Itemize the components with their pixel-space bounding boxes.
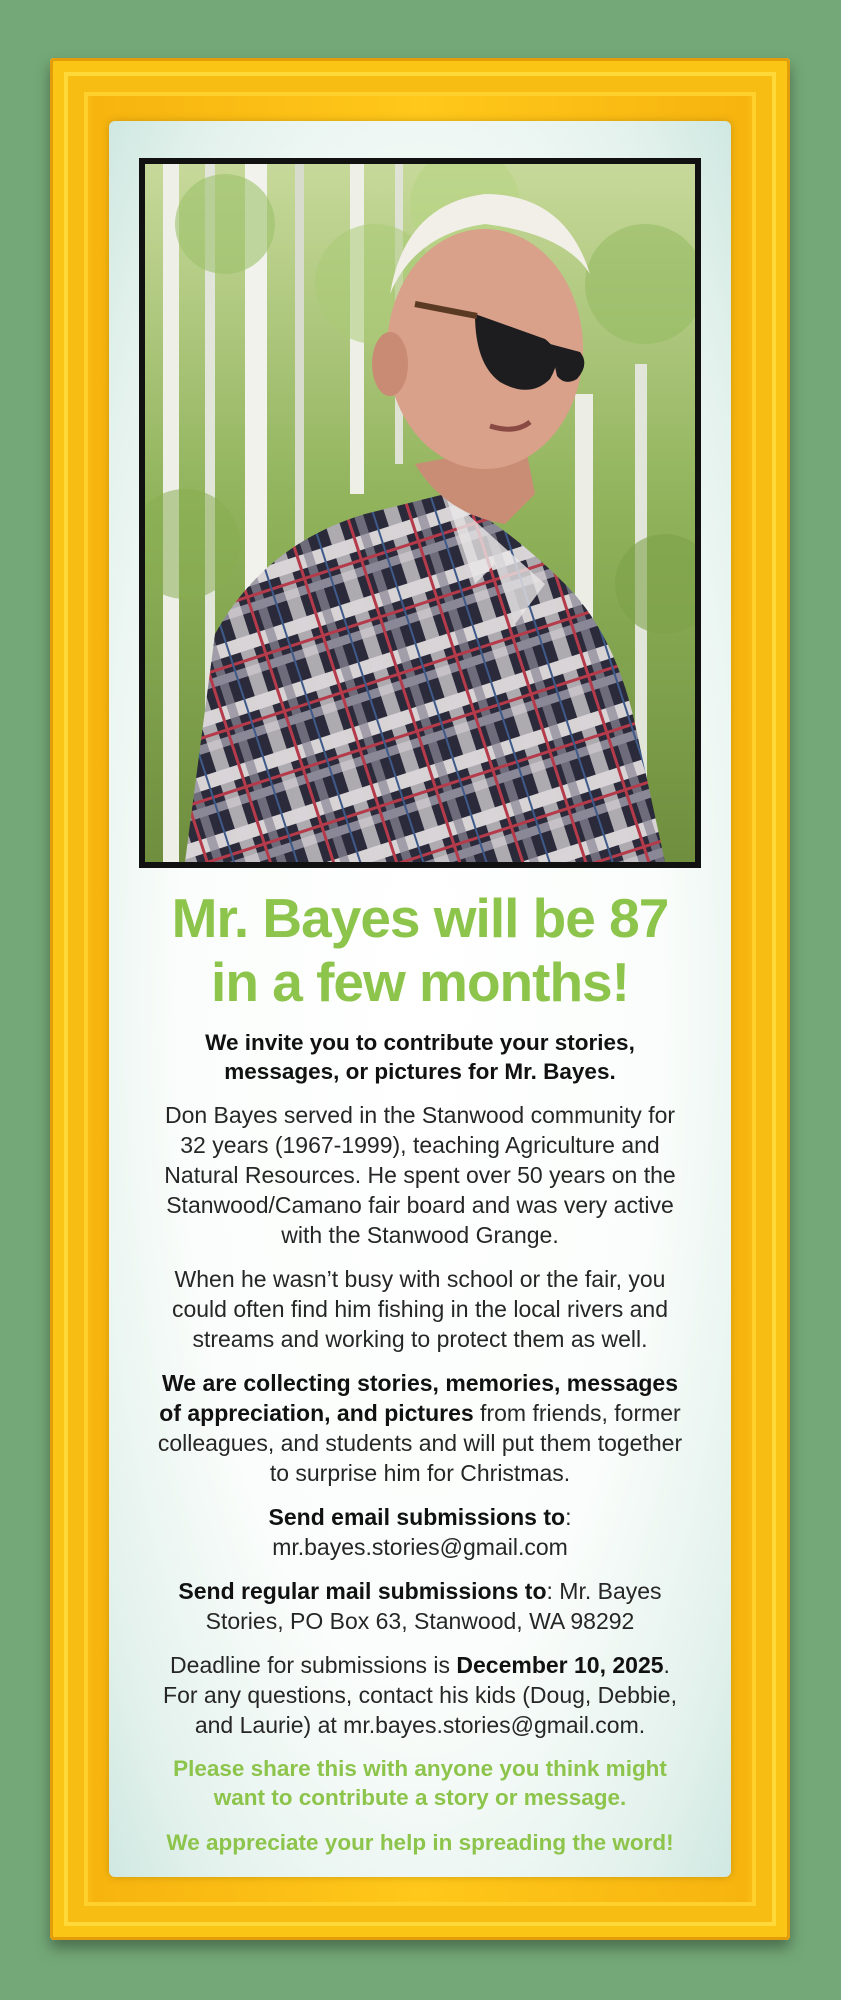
- yellow-frame: [50, 58, 790, 1940]
- deadline-paragraph: [121, 1650, 719, 1740]
- invite-line-1: We invite you to contribute your stories,: [205, 1030, 635, 1055]
- flyer-text: [121, 886, 719, 1857]
- deadline-line-2: For any questions, contact his kids (Doug, Debbie,: [163, 1682, 677, 1708]
- fishing-line-2: could often find him fishing in the local rivers and: [171, 1296, 669, 1322]
- collecting-bold-line-1: We are collecting stories, memories, messages: [161, 1370, 679, 1396]
- fishing-line-1: When he wasn’t busy with school or the fair, you: [174, 1266, 666, 1292]
- bio-line-3: Natural Resources. He spent over 50 years on the: [164, 1162, 676, 1188]
- bio-line-5: with the Stanwood Grange.: [281, 1222, 559, 1248]
- fishing-paragraph: [121, 1264, 719, 1354]
- headline: [121, 886, 719, 1014]
- headline-line-1: Mr. Bayes will be 87: [171, 887, 669, 949]
- deadline-prefix: Deadline for submissions is: [170, 1652, 457, 1678]
- flyer-panel: [109, 121, 731, 1877]
- invite-text: [121, 1028, 719, 1086]
- fishing-line-3: streams and working to protect them as well.: [192, 1326, 648, 1352]
- thanks-message: We appreciate your help in spreading the word!: [166, 1830, 674, 1855]
- bio-line-4: Stanwood/Camano fair board and was very active: [166, 1192, 674, 1218]
- collecting-line-4: to surprise him for Christmas.: [269, 1460, 571, 1486]
- share-message: [121, 1754, 719, 1812]
- bio-paragraph: [121, 1100, 719, 1250]
- email-submission: [121, 1502, 719, 1562]
- collecting-line-3: colleagues, and students and will put them together: [157, 1430, 683, 1456]
- deadline-line-3: and Laurie) at mr.bayes.stories@gmail.com.: [194, 1712, 646, 1738]
- email-address[interactable]: mr.bayes.stories@gmail.com: [272, 1534, 568, 1560]
- mail-submission: [121, 1576, 719, 1636]
- portrait-image: [145, 164, 695, 862]
- share-line-2: want to contribute a story or message.: [213, 1785, 627, 1810]
- mail-line-1-rest: : Mr. Bayes: [546, 1578, 662, 1604]
- mail-address: Stories, PO Box 63, Stanwood, WA 98292: [205, 1608, 635, 1634]
- bio-line-2: 32 years (1967-1999), teaching Agriculture and: [180, 1132, 660, 1158]
- share-line-1: Please share this with anyone you think might: [173, 1756, 667, 1781]
- collecting-paragraph: [121, 1368, 719, 1488]
- headline-line-2: in a few months!: [211, 951, 629, 1013]
- deadline-date: December 10, 2025: [456, 1652, 664, 1678]
- email-label: Send email submissions to: [268, 1504, 566, 1530]
- deadline-suffix: .: [663, 1652, 670, 1678]
- photo-of-mr-bayes: [139, 158, 701, 868]
- collecting-line-2-rest: from friends, former: [473, 1400, 681, 1426]
- collecting-bold-line-2: of appreciation, and pictures: [159, 1400, 474, 1426]
- bio-line-1: Don Bayes served in the Stanwood community for: [164, 1102, 676, 1128]
- mail-label: Send regular mail submissions to: [178, 1578, 547, 1604]
- email-colon: :: [565, 1504, 572, 1530]
- invite-line-2: messages, or pictures for Mr. Bayes.: [224, 1059, 616, 1084]
